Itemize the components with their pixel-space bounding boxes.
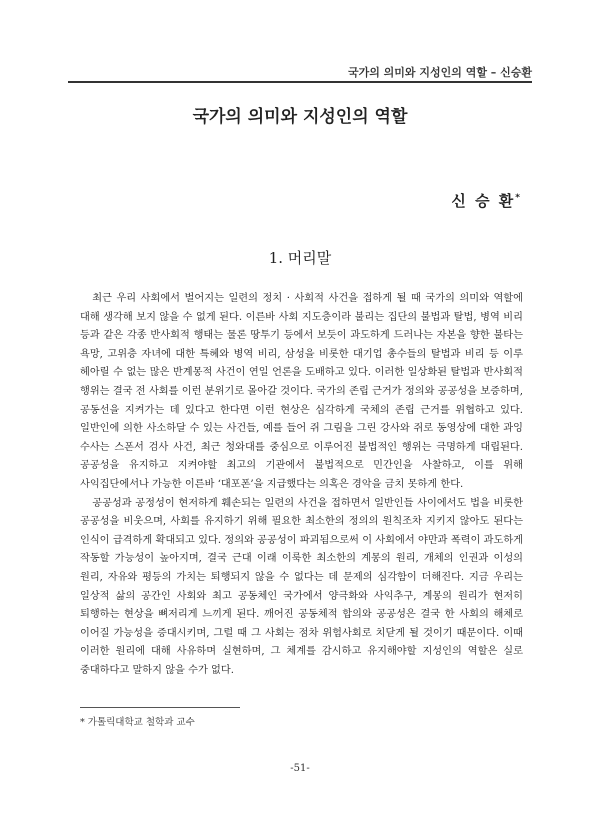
running-header: 국가의 의미와 지성인의 역할 – 신승환: [347, 66, 532, 79]
author-text: 신 승 환: [451, 192, 516, 210]
paragraph: 공공성과 공정성이 현저하게 훼손되는 일련의 사건을 접하면서 일반인들 사이에서도 법을 비롯한 공공성을 비웃으며, 사회를 유지하기 위해 필요한 최소한의 정의의 원칙조차 지키지 않아도 된다는 인식이 급격하게 확대되고 있다. 정의와 공공성이 파괴됨으로써 이 사회에서 야만과 폭력이 과도하게 작동할 가능성이 높아지며, 결국 근대 이래 이룩한 최소한의 계몽의 원리, 개체의 인권과 이성의 원리, 자유와 평등의 가치는 퇴행되지 않을 수 없다는 데 문제의 심각함이 더해진다. 지금 우리는 일상적 삶의 공간인 사회와 최고 공동체인 국가에서 양극화와 사익추구, 계몽의 원리가 현저히 퇴행하는 현상을 뼈저리게 느끼게 된다. 깨어진 공동체적 합의와 공공성은 결국 한 사회의 해체로 이어질 가능성을 증대시키며, 그럴 때 그 사회는 점차 위험사회로 치닫게 될 것이기 때문이다. 이때 이러한 원리에 대해 사유하며 실현하며, 그 체계를 감시하고 유지해야할 지성인의 역할은 실로 중대하다고 말하지 않을 수가 없다.: [80, 497, 523, 676]
author-footnote-mark: *: [515, 193, 520, 203]
author-name: [451, 190, 520, 211]
paragraph: 최근 우리 사회에서 벌어지는 일련의 정치 · 사회적 사건을 접하게 될 때 국가의 의미와 역할에 대해 생각해 보지 않을 수 없게 된다. 이른바 사회 지도층이라 불리는 집단의 불법과 탈법, 병역 비리 등과 같은 각종 반사회적 행태는 물론 땅투기 등에서 보듯이 과도하게 드러나는 자본을 향한 불타는 욕망, 고위층 자녀에 대한 특혜와 병역 비리, 삼성을 비롯한 대기업 총수들의 탈법과 비리 등 이루 헤아릴 수 없는 많은 반계몽적 사건이 연일 언론을 도배하고 있다. 이러한 일상화된 탈법과 반사회적 행위는 결국 전 사회를 이런 분위기로 몰아갈 것이다. 국가의 존립 근거가 정의와 공공성을 보증하며, 공동선을 지켜가는 데 있다고 한다면 이런 현상은 심각하게 국체의 존립 근거를 위협하고 있다. 일반인에 의한 사소하달 수 있는 사건들, 예를 들어 쥐 그림을 그린 강사와 쥐로 동영상에 대한 과잉 수사는 스폰서 검사 사건, 최근 청와대를 중심으로 이루어진 불법적인 행위는 극명하게 대립된다. 공공성을 유지하고 지켜야할 최고의 기관에서 불법적으로 민간인을 사찰하고, 이를 위해 사익집단에서나 가능한 이른바 ‘대포폰’을 지급했다는 의혹은 경악을 금치 못하게 한다.: [80, 293, 523, 490]
page-number: -51-: [290, 763, 310, 774]
section-heading: 1. 머리말: [268, 249, 332, 267]
footnote: * 가톨릭대학교 철학과 교수: [80, 717, 195, 728]
footnote-rule: [80, 707, 240, 708]
header-rule: [68, 81, 532, 83]
article-title: 국가의 의미와 지성인의 역할: [192, 107, 408, 127]
body-text: [80, 290, 523, 680]
